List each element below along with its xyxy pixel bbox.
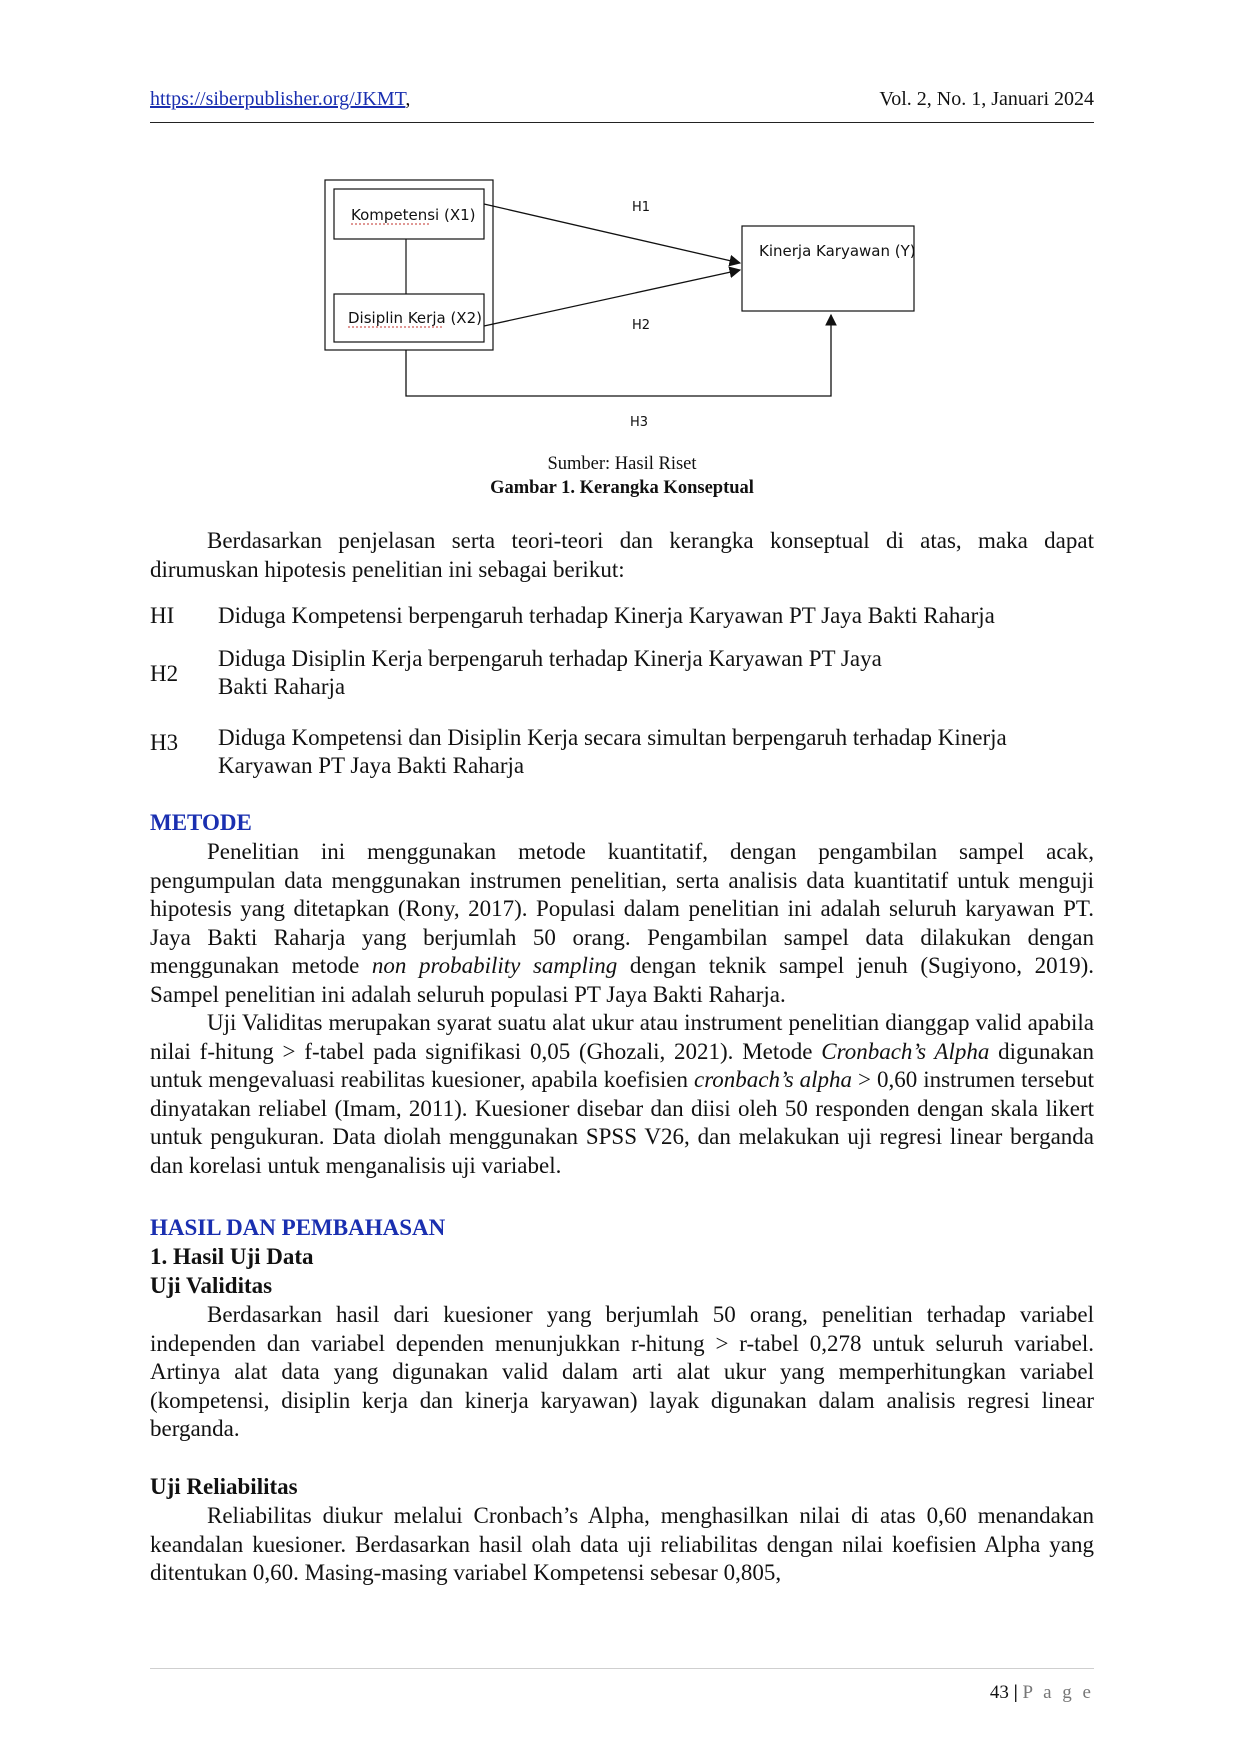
metode-p2-text-a: Uji Validitas merupakan syarat suatu alat ukur atau instrument penelitian dianggap valid apabila nilai f-hitung > f-tabel pada signifikasi 0,05 (Ghozali, 2021). Metode — [150, 1010, 1094, 1064]
framework-diagram — [320, 174, 940, 454]
footer-separator: | — [1013, 1682, 1018, 1703]
h1-label: H1 — [632, 200, 651, 215]
hypothesis-label: HI — [150, 603, 175, 628]
h3-label: H3 — [630, 415, 649, 430]
metode-paragraph-1 — [150, 838, 1094, 1009]
metode-p2-text-b: digunakan untuk mengevaluasi reabilitas kuesioner, apabila koefisien — [150, 1038, 1094, 1092]
page-word: P a g e — [1022, 1682, 1094, 1703]
h1-arrow — [484, 204, 740, 263]
x2-label: Disiplin Kerja (X2) — [348, 309, 482, 327]
h2-arrow — [484, 270, 740, 326]
page-header — [150, 86, 1094, 123]
url-comma: , — [405, 88, 411, 110]
hasil-uji-data-heading: 1. Hasil Uji Data — [150, 1244, 314, 1269]
metode-p2-italic-1: Cronbach’s Alpha — [821, 1038, 990, 1064]
journal-url-link[interactable] — [150, 88, 410, 111]
metode-heading: METODE — [150, 810, 252, 835]
volume-info: Vol. 2, No. 1, Januari 2024 — [879, 88, 1094, 110]
hasil-heading: HASIL DAN PEMBAHASAN — [150, 1215, 446, 1240]
figure-source: Sumber: Hasil Riset — [547, 454, 697, 474]
page-footer — [990, 1682, 1094, 1704]
metode-paragraph-2 — [150, 1009, 1094, 1180]
h2-label: H2 — [632, 318, 651, 333]
hypothesis-label: H3 — [150, 730, 179, 755]
hypothesis-text: Diduga Kompetensi dan Disiplin Kerja secara simultan berpengaruh terhadap Kinerja Karyawan PT Jaya Bakti Raharja — [218, 725, 1007, 778]
validitas-paragraph: Berdasarkan hasil dari kuesioner yang berjumlah 50 orang, penelitian terhadap variabel independen dan variabel dependen menunjukkan r-hitung > r-tabel 0,278 untuk seluruh variabel. Artinya alat data yang digunakan valid dalam arti alat ukur yang memperhitungkan variabel (kompetensi, disiplin kerja dan kinerja karyawan) layak digunakan dalam analisis regresi linear berganda. — [150, 1302, 1094, 1441]
y-box — [742, 226, 914, 311]
metode-p2-text-c: > 0,60 instrumen tersebut dinyatakan reliabel (Imam, 2011). Kuesioner disebar dan diisi oleh 50 responden dengan skala likert untuk pengukuran. Data diolah menggunakan SPSS V26, dan melakukan uji regresi linear berganda dan korelasi untuk menganalisis uji variabel. — [150, 1067, 1094, 1178]
figure-caption: Gambar 1. Kerangka Konseptual — [490, 478, 754, 498]
metode-p1-text-a: Penelitian ini menggunakan metode kuantitatif, dengan pengambilan sampel acak, pengumpulan data menggunakan instrumen penelitian, serta analisis data kuantitatif untuk menguji hipotesis yang ditetapkan (Rony, 2017). Populasi dalam penelitian ini adalah seluruh karyawan PT. Jaya Bakti Raharja yang berjumlah 50 orang. Pengambilan sampel data dilakukan dengan menggunakan metode — [150, 839, 1094, 978]
journal-url[interactable]: https://siberpublisher.org/JKMT — [150, 88, 406, 110]
uji-validitas-heading: Uji Validitas — [150, 1273, 273, 1298]
intro-paragraph: Berdasarkan penjelasan serta teori-teori dan kerangka konseptual di atas, maka dapat dirumuskan hipotesis penelitian ini sebagai berikut: — [150, 528, 1094, 582]
x1-label: Kompetensi (X1) — [351, 206, 476, 224]
uji-reliabilitas-heading: Uji Reliabilitas — [150, 1474, 298, 1499]
footer-divider — [150, 1668, 1094, 1669]
metode-p1-text-b: dengan teknik sampel jenuh (Sugiyono, 2019). Sampel penelitian ini adalah seluruh populasi PT Jaya Bakti Raharja. — [150, 953, 1094, 1007]
hypothesis-label: H2 — [150, 661, 179, 686]
hypothesis-text: Diduga Kompetensi berpengaruh terhadap Kinerja Karyawan PT Jaya Bakti Raharja — [218, 603, 995, 628]
y-label: Kinerja Karyawan (Y) — [759, 242, 916, 260]
reliabilitas-paragraph: Reliabilitas diukur melalui Cronbach’s Alpha, menghasilkan nilai di atas 0,60 menandakan keandalan kuesioner. Berdasarkan hasil olah data uji reliabilitas dengan nilai koefisien Alpha yang ditentukan 0,60. Masing-masing variabel Kompetensi sebesar 0,805, — [150, 1503, 1094, 1585]
metode-p1-italic: non probability sampling — [371, 953, 618, 978]
conceptual-framework-figure — [320, 174, 940, 454]
hypothesis-text: Diduga Disiplin Kerja berpengaruh terhadap Kinerja Karyawan PT Jaya Bakti Raharja — [218, 646, 882, 699]
metode-p2-italic-2: cronbach’s alpha — [694, 1067, 853, 1092]
page-number: 43 — [989, 1682, 1009, 1703]
